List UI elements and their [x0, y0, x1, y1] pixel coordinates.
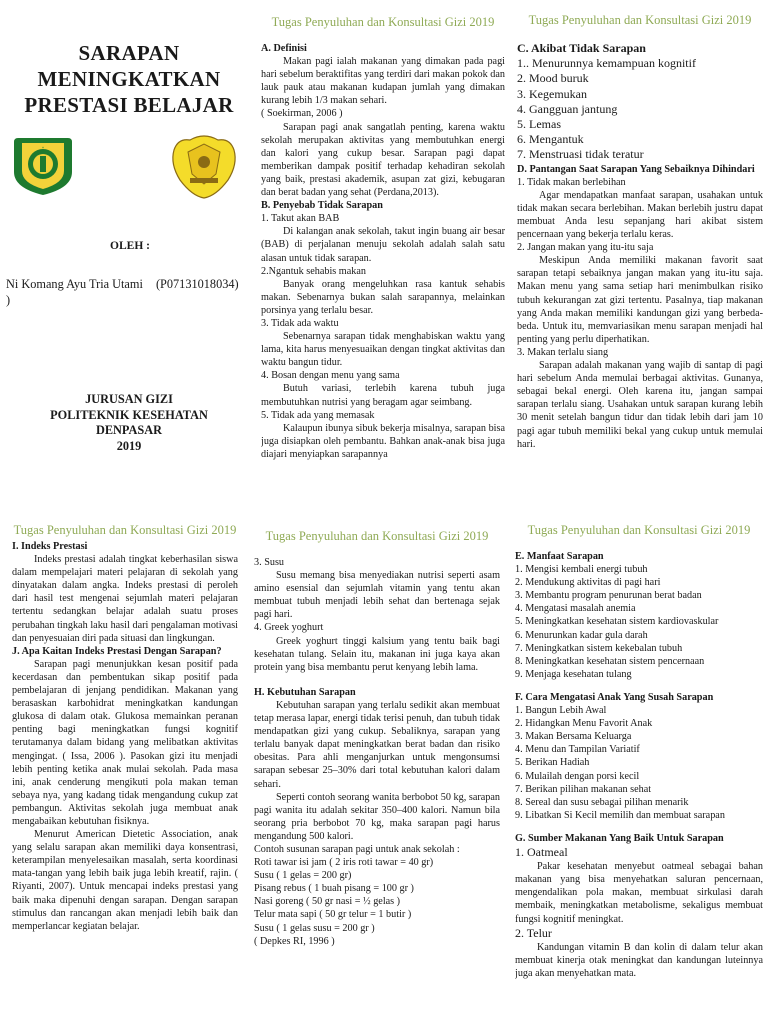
b1-title: 1. Takut akan BAB	[261, 213, 340, 225]
poltekkes-logo	[10, 132, 76, 198]
s3-para: Susu memang bisa menyediakan nutrisi seperti asam amino esensial dan sejumlah vitamin yang tentu akan membuat tubuh menjadi lebih sehat dan bertenaga sejak pagi hari.	[254, 570, 500, 621]
close-paren: )	[6, 293, 11, 307]
d3-para: Sarapan adalah makanan yang wajib di santap di pagi hari sebelum Anda memulai berbagai aktivitas. Gunanya, sebagai bekal energi. Oleh karena itu, jangan sampai sarapan terlalu siang. Usahakan untuk sarapan kurang lebih 30 menit setelah bangun tidur dan tidak lebih dari jam 10 pagi agar tubuh memiliki bekal yang cukup untuk memulai hari.	[517, 360, 763, 450]
b4-title: 4. Bosan dengan menu yang sama	[261, 370, 400, 382]
h-item: Roti tawar isi jam ( 2 iris roti tawar = 40 gr)	[254, 857, 434, 869]
section-g-title: G. Sumber Makanan Yang Baik Untuk Sarapan	[515, 832, 724, 844]
section-j-para2: Menurut American Dietetic Association, anak yang selalu sarapan akan memiliki daya konsentrasi, keterampilan menyelesaikan masalah, serta koordinasi mata-tangan yang lebih baik juga lebih kreatif, rajin. ( Riyanti, 2007). Untuk mencapai indeks prestasi yang baik maka dipenuhi dengan sarapan. Dengan sarapan stimulus dan rancangan akan menjadi lebih baik dan memperlancar kegiatan belajar.	[12, 829, 238, 932]
e-item: 3. Membantu program penurunan berat badan	[515, 590, 702, 602]
c-list	[517, 56, 763, 162]
c-item: 7. Menstruasi tidak teratur	[517, 147, 644, 162]
e-item: 6. Menurunkan kadar gula darah	[515, 629, 648, 641]
kebutuhan-panel	[254, 528, 500, 1020]
akibat-panel	[517, 12, 763, 515]
h-item: Susu ( 1 gelas = 200 gr)	[254, 870, 352, 882]
inst-line-2: POLITEKNIK KESEHATAN	[50, 407, 208, 422]
b2-title: 2.Ngantuk sehabis makan	[261, 265, 366, 277]
cover-panel	[0, 0, 256, 515]
c-item: 1.. Menurunnya kemampuan kognitif	[517, 56, 696, 71]
e-item: 2. Mendukung aktivitas di pagi hari	[515, 577, 661, 589]
b2-para: Banyak orang mengeluhkan rasa kantuk sehabis makan. Sebenarnya bukan salah sarapannya, melainkan porsinya yang terlalu besar.	[261, 278, 505, 316]
h-list	[254, 843, 500, 948]
c-item: 3. Kegemukan	[517, 86, 587, 101]
g1-title: 1. Oatmeal	[515, 844, 568, 859]
s3-title: 3. Susu	[254, 557, 285, 568]
h-item: Nasi goreng ( 50 gr nasi = ½ gelas )	[254, 896, 401, 908]
h-item: Susu ( 1 gelas susu = 200 gr )	[254, 922, 375, 934]
section-e-title: E. Manfaat Sarapan	[515, 551, 604, 562]
definisi-panel	[261, 14, 505, 515]
e-item: 7. Meningkatkan sistem kekebalan tubuh	[515, 642, 683, 654]
d3-title: 3. Makan terlalu siang	[517, 346, 609, 358]
b5-para: Kalaupun ibunya sibuk bekerja misalnya, sarapan bisa juga disiapkan oleh pembantu. Bahkan anak-anak bisa juga diajari menyiapkan sarapannya	[261, 422, 505, 460]
h-item: ( Depkes RI, 1996 )	[254, 935, 335, 947]
b1-para: Di kalangan anak sekolah, takut ingin buang air besar (BAB) di perjalanan menuju sekolah adalah salah satu alasan untuk tidak sarapan.	[261, 226, 505, 264]
h-item: Pisang rebus ( 1 buah pisang = 100 gr )	[254, 883, 414, 895]
e-item: 4. Mengatasi masalah anemia	[515, 603, 636, 615]
panel-header: Tugas Penyuluhan dan Konsultasi Gizi 2019	[265, 529, 489, 543]
f-item: 1. Bangun Lebih Awal	[515, 705, 607, 717]
panel-header: Tugas Penyuluhan dan Konsultasi Gizi 2019	[528, 13, 752, 27]
c-item: 6. Mengantuk	[517, 132, 584, 147]
institution-block	[0, 392, 256, 454]
oleh-label: OLEH :	[110, 240, 150, 252]
indeks-panel	[12, 522, 238, 1020]
f-item: 8. Sereal dan susu sebagai pilihan menarik	[515, 796, 689, 808]
panel-header: Tugas Penyuluhan dan Konsultasi Gizi 2019	[527, 523, 751, 537]
section-h-para2: Seperti contoh seorang wanita berbobot 50 kg, sarapan pagi wanita itu adalah sekitar 350–400 kalori. Namun bila seorang pria berbobot 70 kg, maka sarapan pagi harus mengandung 500 kalori.	[254, 791, 500, 842]
section-a-cite: ( Soekirman, 2006 )	[261, 108, 343, 120]
h-item: Contoh susunan sarapan pagi untuk anak sekolah :	[254, 843, 460, 855]
section-a-para2: Sarapan pagi anak sangatlah penting, karena waktu sekolah merupakan aktivitas yang membutuhkan energi dan kalori yang cukup besar. Sarapan pagi dapat memberikan dampak positif terhadap kehadiran sekolah yang baik, prestasi akademik, asupan zat gizi, kebugaran dan berat badan yang sehat (Perdana,2013).	[261, 121, 505, 199]
d2-title: 2. Jangan makan yang itu-itu saja	[517, 242, 654, 254]
section-d-title: D. Pantangan Saat Sarapan Yang Sebaiknya Dihindari	[517, 163, 755, 175]
e-item: 5. Meningkatkan kesehatan sistem kardiovaskular	[515, 616, 719, 628]
s4-title: 4. Greek yoghurt	[254, 622, 324, 634]
f-item: 7. Berikan pilihan makanan sehat	[515, 783, 652, 795]
section-b-title: B. Penyebab Tidak Sarapan	[261, 200, 383, 212]
e-item: 9. Menjaga kesehatan tulang	[515, 668, 632, 680]
section-i-title: I. Indeks Prestasi	[12, 541, 88, 552]
d1-title: 1. Tidak makan berlebihan	[517, 176, 626, 188]
section-c-title: C. Akibat Tidak Sarapan	[517, 41, 646, 55]
panel-header: Tugas Penyuluhan dan Konsultasi Gizi 2019	[13, 523, 237, 537]
section-j-para1: Sarapan pagi menunjukkan kesan positif pada kecerdasan dan pembentukan sikap positif pada pembelajaran di jenjang pendidikan. Makanan yang berasaskan karbohidrat meningkatkan kandungan glukosa di dalam otak. Glukosa memainkan peranan penting bagi meningkatkan fungsi kognitif terutamanya dalam bidang yang melibatkan aktivitas mengingat. ( Issa, 2006 ). Pasokan gizi itu menjadi lebih penting ketika anak mulai sekolah. Pada masa ini, anak cenderung mengikuti pola makan teman sebaya nya, yang kadang tidak mengandung cukup zat pembangun. Aktivitas sekolah juga membuat anak mengabaikan kebutuhan fisiknya.	[12, 658, 238, 827]
garuda-logo	[168, 130, 240, 202]
inst-line-4: 2019	[116, 438, 142, 453]
f-item: 6. Mulailah dengan porsi kecil	[515, 770, 640, 782]
panel-header: Tugas Penyuluhan dan Konsultasi Gizi 2019	[271, 15, 495, 29]
author-line	[6, 276, 256, 308]
author-nim: (P07131018034)	[155, 277, 239, 291]
s4-para: Greek yoghurt tinggi kalsium yang tentu baik bagi kesehatan tulang. Selain itu, makanan ini juga kaya akan protein yang bisa membantu perut kenyang lebih lama.	[254, 635, 500, 673]
b3-para: Sebenarnya sarapan tidak menghabiskan waktu yang lama, kita harus menyesuaikan dengan tingkat aktivitas dan waktu bangun tidur.	[261, 331, 505, 369]
e-item: 8. Meningkatkan kesehatan sistem pencernaan	[515, 655, 705, 667]
cover-title: SARAPAN MENINGKATKAN PRESTASI BELAJAR	[24, 41, 234, 117]
d2-para: Meskipun Anda memiliki makanan favorit saat sarapan tetapi sebaiknya jangan makan yang itu-itu saja. Makan menu yang sama setiap hari menimbulkan risiko tubuh kekurangan zat gizi tertentu. Pasalnya, tiap makanan yang Anda makan memiliki kandungan gizi yang berbeda-beda. Untuk itu, memvariasikan menu sarapan menjadi hal penting yang perlu diperhatikan.	[517, 255, 763, 345]
e-list	[515, 563, 763, 681]
b3-title: 3. Tidak ada waktu	[261, 317, 339, 329]
manfaat-panel	[515, 522, 763, 1020]
section-i-para: Indeks prestasi adalah tingkat keberhasilan siswa dalam mempelajari materi pelajaran di sekolah yang dinyatakan dalam angka. Indeks prestasi di peroleh dari hasil test mengenai sejumlah materi pelajaran tertentu sedangkan belajar adalah suatu proses perubahan tingkah laku hasil dari pengalaman motivasi dan penyesuaian diri pada situasi dan lingkungan.	[12, 554, 238, 644]
f-item: 2. Hidangkan Menu Favorit Anak	[515, 718, 653, 730]
f-item: 9. Libatkan Si Kecil memilih dan membuat sarapan	[515, 809, 725, 821]
section-j-title: J. Apa Kaitan Indeks Prestasi Dengan Sarapan?	[12, 645, 222, 657]
f-list	[515, 704, 763, 822]
d1-para: Agar mendapatkan manfaat sarapan, usahakan untuk tidak makan secara berlebihan. Makan berlebih justru dapat membuat Anda lesu sepanjang hari akibat sistem pencernaan yang bekerja terlalu keras.	[517, 189, 763, 241]
g1-para: Pakar kesehatan menyebut oatmeal sebagai bahan makanan yang bisa menyehatkan saluran pencernaan, mengendalikan pola makan, membuat sirkulasi darah membaik, meningkatkan metabolisme, sekaligus membuat fungsi kognitif meningkat.	[515, 861, 763, 925]
g2-title: 2. Telur	[515, 925, 552, 940]
section-f-title: F. Cara Mengatasi Anak Yang Susah Sarapan	[515, 691, 714, 703]
c-item: 4. Gangguan jantung	[517, 101, 618, 116]
inst-line-1: JURUSAN GIZI	[85, 392, 173, 406]
c-item: 2. Mood buruk	[517, 71, 589, 86]
g2-para: Kandungan vitamin B dan kolin di dalam telur akan membuat kinerja otak meningkat dan kandungan luteinnya juga akan menyehatkan mata.	[515, 941, 763, 980]
f-item: 4. Menu dan Tampilan Variatif	[515, 744, 640, 756]
section-h-title: H. Kebutuhan Sarapan	[254, 686, 356, 698]
section-a-title: A. Definisi	[261, 43, 307, 54]
inst-line-3: DENPASAR	[95, 423, 163, 437]
b5-title: 5. Tidak ada yang memasak	[261, 409, 375, 421]
b4-para: Butuh variasi, terlebih karena tubuh juga membutuhkan nutrisi yang beragam agar seimbang.	[261, 383, 505, 408]
h-item: Telur mata sapi ( 50 gr telur = 1 butir )	[254, 909, 412, 921]
author-name: Ni Komang Ayu Tria Utami	[6, 277, 143, 291]
f-item: 5. Berikan Hadiah	[515, 757, 590, 769]
svg-text:*: *	[42, 146, 44, 151]
c-item: 5. Lemas	[517, 117, 561, 132]
section-h-para1: Kebutuhan sarapan yang terlalu sedikit akan membuat tetap merasa lapar, energi tidak terisi penuh, dan tubuh tidak mendapatkan gizi yang cukup. Sebaliknya, sarapan yang terlalu banyak dapat meningkatkan berat badan dan risiko obesitas. Para ahli menganjurkan untuk mengonsumsi sarapan sebesar 25–30% dari total kebutuhan kalori dalam sehari.	[254, 699, 500, 790]
e-item: 1. Mengisi kembali energi tubuh	[515, 564, 648, 576]
section-a-para1: Makan pagi ialah makanan yang dimakan pada pagi hari sebelum beraktifitas yang terdiri dari makan pokok dan lauk pauk atau makanan kudapan jumlah yang dimakan kurang lebih 1/3 makan sehari.	[261, 56, 505, 107]
f-item: 3. Makan Bersama Keluarga	[515, 731, 632, 743]
